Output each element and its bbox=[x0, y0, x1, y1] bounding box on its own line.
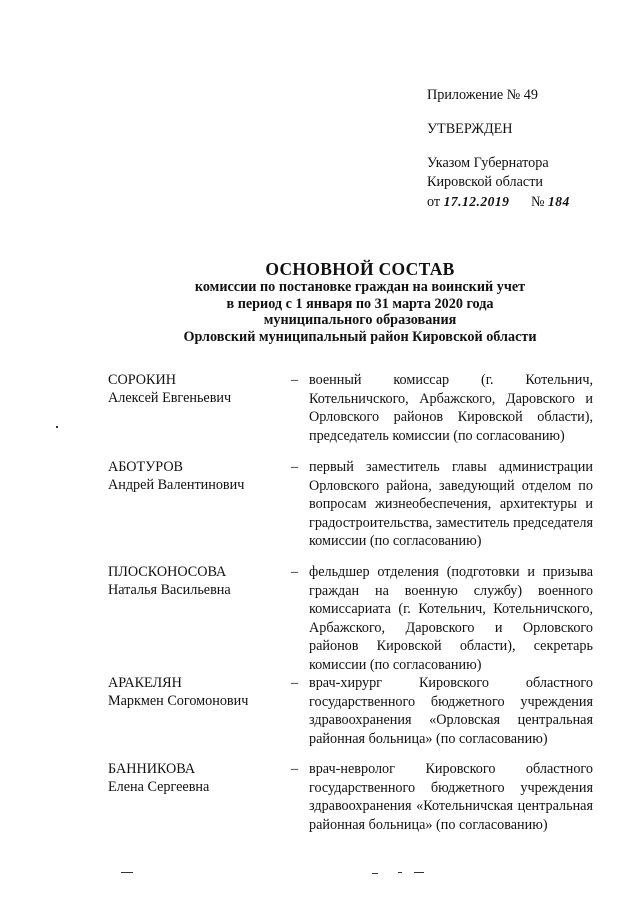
decree-line: Указом Губернатора bbox=[427, 155, 549, 171]
member-surname: СОРОКИН bbox=[108, 372, 176, 388]
member-surname: БАННИКОВА bbox=[108, 761, 196, 777]
handwritten-number: 184 bbox=[548, 194, 570, 209]
date-number-line bbox=[427, 192, 570, 212]
member-name bbox=[108, 458, 288, 494]
date-prefix: от bbox=[427, 194, 441, 210]
member-role: первый заместитель главы администрации Орловского района, заведующий отделом по вопросам жизнеобеспечения, архитектуры и градостроительства, заместитель председателя комиссии (по согласованию) bbox=[309, 459, 593, 550]
member-name bbox=[108, 371, 288, 407]
subtitle-line: Орловский муниципальный район Кировской области bbox=[183, 328, 537, 345]
member-given-name: Маркмен Согомонович bbox=[108, 693, 249, 710]
document-title: ОСНОВНОЙ СОСТАВ bbox=[265, 259, 455, 279]
scan-artifact bbox=[372, 873, 378, 874]
decree-block bbox=[427, 154, 570, 212]
member-dash: – bbox=[291, 675, 299, 691]
member-dash: – bbox=[291, 564, 299, 580]
document-subtitle bbox=[90, 279, 630, 345]
member-surname: АБОТУРОВ bbox=[108, 459, 184, 475]
member-name bbox=[108, 563, 288, 599]
scan-artifact bbox=[414, 872, 424, 873]
member-dash: – bbox=[291, 372, 299, 388]
subtitle-line: комиссии по постановке граждан на воинский учет bbox=[194, 279, 526, 295]
member-given-name: Алексей Евгеньевич bbox=[108, 390, 232, 407]
member-name bbox=[108, 674, 288, 710]
member-surname: ПЛОСКОНОСОВА bbox=[108, 564, 227, 580]
member-given-name: Андрей Валентинович bbox=[108, 477, 245, 494]
appendix-number: Приложение № 49 bbox=[427, 87, 538, 103]
subtitle-line: в период с 1 января по 31 марта 2020 года bbox=[226, 295, 494, 312]
member-name bbox=[108, 760, 288, 796]
number-prefix: № bbox=[530, 194, 545, 210]
scan-artifact bbox=[398, 872, 402, 873]
member-role: фельдшер отделения (подготовки и призыва граждан на военную службу) военного комиссариата (г. Котельнич, Котельничского, Арбажского, Даровского и Орловского районов Кировской области), секретарь комиссии (по согласованию) bbox=[309, 564, 593, 673]
member-given-name: Елена Сергеевна bbox=[108, 779, 210, 796]
member-role: врач-хирург Кировского областного государственного бюджетного учреждения здравоохранения «Орловская центральная районная больница» (по согласованию) bbox=[309, 675, 593, 747]
member-role: врач-невролог Кировского областного государственного бюджетного учреждения здравоохранения «Котельничская центральная районная больница» (по согласованию) bbox=[309, 761, 593, 833]
scan-artifact bbox=[121, 872, 133, 873]
member-given-name: Наталья Васильевна bbox=[108, 582, 231, 599]
subtitle-line: муниципального образования bbox=[263, 312, 457, 328]
member-dash: – bbox=[291, 761, 299, 777]
approved-stamp: УТВЕРЖДЕН bbox=[427, 121, 513, 137]
member-dash: – bbox=[291, 459, 299, 475]
scan-artifact bbox=[56, 426, 58, 428]
member-role: военный комиссар (г. Котельнич, Котельничского, Арбажского, Даровского и Орловского районов Кировской области), председатель комиссии (по согласованию) bbox=[309, 372, 593, 444]
decree-line: Кировской области bbox=[427, 174, 543, 190]
handwritten-date: 17.12.2019 bbox=[443, 194, 510, 209]
member-surname: АРАКЕЛЯН bbox=[108, 675, 182, 691]
